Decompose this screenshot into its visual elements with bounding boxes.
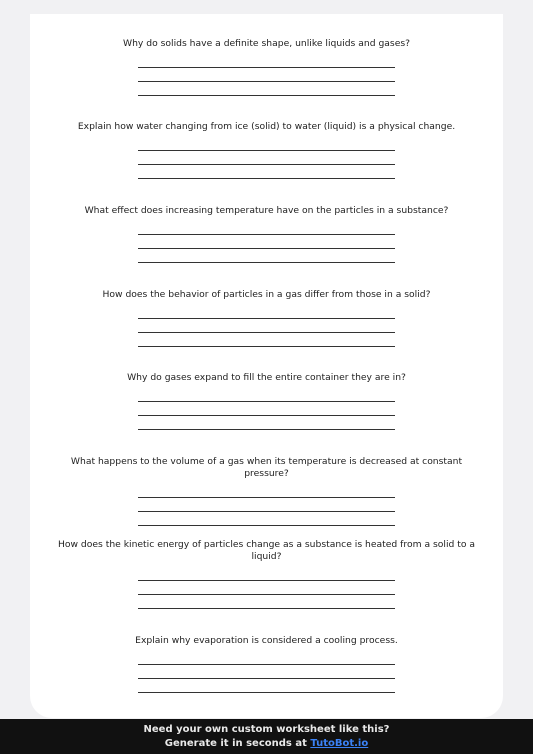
answer-lines bbox=[30, 651, 503, 693]
question-text: Explain why evaporation is considered a cooling process. bbox=[135, 635, 398, 646]
answer-lines bbox=[30, 305, 503, 347]
answer-line[interactable] bbox=[138, 567, 395, 581]
tutobot-link[interactable]: TutoBot.io bbox=[310, 738, 369, 749]
question-block bbox=[30, 539, 503, 609]
footer-line-2 bbox=[0, 737, 533, 751]
answer-line[interactable] bbox=[138, 484, 395, 498]
answer-line[interactable] bbox=[138, 665, 395, 679]
answer-lines bbox=[30, 221, 503, 263]
answer-line[interactable] bbox=[138, 249, 395, 263]
question-text: How does the kinetic energy of particles change as a substance is heated from a solid to a liquid? bbox=[57, 539, 476, 562]
question-text: Why do solids have a definite shape, unlike liquids and gases? bbox=[122, 38, 411, 49]
question-text: What effect does increasing temperature have on the particles in a substance? bbox=[84, 205, 449, 216]
answer-lines bbox=[30, 567, 503, 609]
answer-line[interactable] bbox=[138, 679, 395, 693]
answer-line[interactable] bbox=[138, 581, 395, 595]
footer-prefix: Generate it in seconds at bbox=[164, 738, 311, 749]
question-block bbox=[30, 635, 503, 693]
question-text: What happens to the volume of a gas when its temperature is decreased at constant pressure? bbox=[70, 456, 463, 479]
answer-line[interactable] bbox=[138, 498, 395, 512]
answer-line[interactable] bbox=[138, 137, 395, 151]
question-text: Why do gases expand to fill the entire container they are in? bbox=[127, 372, 406, 383]
answer-line[interactable] bbox=[138, 651, 395, 665]
answer-line[interactable] bbox=[138, 305, 395, 319]
answer-line[interactable] bbox=[138, 54, 395, 68]
answer-lines bbox=[30, 137, 503, 179]
answer-line[interactable] bbox=[138, 151, 395, 165]
answer-lines bbox=[30, 484, 503, 526]
question-block bbox=[30, 456, 503, 526]
answer-lines bbox=[30, 54, 503, 96]
answer-line[interactable] bbox=[138, 416, 395, 430]
question-block bbox=[30, 372, 503, 430]
answer-line[interactable] bbox=[138, 512, 395, 526]
question-text: Explain how water changing from ice (solid) to water (liquid) is a physical change. bbox=[77, 121, 456, 132]
question-block bbox=[30, 121, 503, 179]
answer-line[interactable] bbox=[138, 402, 395, 416]
promo-footer bbox=[0, 719, 533, 754]
question-text: How does the behavior of particles in a gas differ from those in a solid? bbox=[102, 289, 431, 300]
answer-line[interactable] bbox=[138, 82, 395, 96]
question-block bbox=[30, 289, 503, 347]
footer-line-1: Need your own custom worksheet like this? bbox=[143, 724, 390, 735]
answer-line[interactable] bbox=[138, 235, 395, 249]
answer-line[interactable] bbox=[138, 388, 395, 402]
answer-lines bbox=[30, 388, 503, 430]
answer-line[interactable] bbox=[138, 221, 395, 235]
answer-line[interactable] bbox=[138, 319, 395, 333]
answer-line[interactable] bbox=[138, 165, 395, 179]
question-block bbox=[30, 205, 503, 263]
worksheet-page bbox=[30, 14, 503, 718]
answer-line[interactable] bbox=[138, 68, 395, 82]
answer-line[interactable] bbox=[138, 595, 395, 609]
question-block bbox=[30, 38, 503, 96]
answer-line[interactable] bbox=[138, 333, 395, 347]
